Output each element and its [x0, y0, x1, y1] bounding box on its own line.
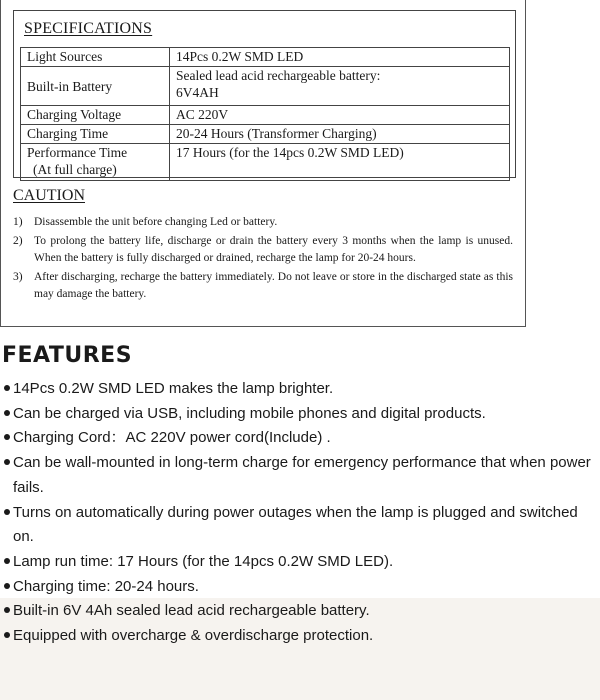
feature-text: Can be wall-mounted in long-term charge for emergency performance that when power fails. — [13, 454, 591, 496]
caution-item — [13, 214, 513, 232]
bullet-icon — [4, 550, 13, 575]
spec-value: AC 220V — [170, 106, 510, 125]
caution-item — [13, 269, 513, 304]
spec-row-charging-voltage — [21, 106, 510, 125]
specifications-title: SPECIFICATIONS — [24, 20, 153, 37]
spec-key: Built-in Battery — [21, 67, 170, 106]
spec-key-line: Performance Time — [27, 145, 128, 160]
caution-number: 1) — [13, 216, 23, 228]
spec-row-light-sources — [21, 48, 510, 67]
specifications-table — [20, 47, 510, 181]
feature-item — [4, 575, 594, 600]
feature-text: 14Pcs 0.2W SMD LED makes the lamp brighter. — [13, 380, 334, 397]
features-list — [4, 377, 594, 649]
feature-text: Can be charged via USB, including mobile phones and digital products. — [13, 404, 486, 422]
feature-item — [4, 599, 594, 624]
spec-key — [21, 144, 170, 181]
caution-list — [13, 214, 513, 305]
bullet-icon — [4, 501, 13, 550]
feature-item — [4, 624, 594, 649]
spec-row-battery — [21, 67, 510, 106]
spec-key: Light Sources — [21, 48, 170, 67]
bullet-icon — [4, 599, 13, 624]
feature-item — [4, 377, 594, 402]
feature-text: Turns on automatically during power outages when the lamp is plugged and switched on. — [13, 503, 578, 546]
spec-key: Charging Time — [21, 125, 170, 144]
bullet-icon — [4, 451, 13, 500]
spec-value-line: 6V4AH — [176, 85, 219, 100]
spec-key-line: (At full charge) — [33, 162, 117, 177]
spec-value — [170, 67, 510, 106]
feature-item — [4, 501, 594, 550]
spec-value: 17 Hours (for the 14pcs 0.2W SMD LED) — [170, 144, 510, 181]
feature-item — [4, 402, 594, 427]
spec-row-charging-time — [21, 125, 510, 144]
bullet-icon — [4, 377, 13, 402]
features-title: FEATURES — [2, 343, 133, 368]
caution-title: CAUTION — [13, 187, 85, 204]
bullet-icon — [4, 426, 13, 451]
caution-text: To prolong the battery life, discharge or drain the battery every 3 months when the lamp is unused. When the battery is fully discharged or drained, recharge the lamp for 20-24 hours. — [34, 234, 513, 264]
feature-text: Equipped with overcharge & overdischarge protection. — [13, 627, 374, 645]
feature-text: Built-in 6V 4Ah sealed lead acid rechargeable battery. — [13, 602, 370, 620]
caution-item — [13, 233, 513, 268]
feature-item — [4, 550, 594, 575]
caution-number: 2) — [13, 234, 23, 247]
bullet-icon — [4, 624, 13, 649]
feature-text: Charging time: 20-24 hours. — [13, 577, 199, 595]
spec-value: 14Pcs 0.2W SMD LED — [170, 48, 510, 67]
caution-text: After discharging, recharge the battery immediately. Do not leave or store in the discharged state as this may damage the battery. — [34, 270, 513, 300]
spec-row-performance-time — [21, 144, 510, 181]
spec-caution-panel — [0, 0, 526, 327]
bullet-icon — [4, 575, 13, 600]
caution-number: 3) — [13, 270, 23, 283]
spec-value: 20-24 Hours (Transformer Charging) — [170, 125, 510, 144]
caution-text: Disassemble the unit before changing Led or battery. — [34, 216, 278, 228]
spec-key: Charging Voltage — [21, 106, 170, 125]
bullet-icon — [4, 402, 13, 427]
feature-item — [4, 451, 594, 500]
feature-item — [4, 426, 594, 451]
feature-text: Lamp run time: 17 Hours (for the 14pcs 0.2W SMD LED). — [13, 552, 394, 570]
specifications-box — [13, 10, 516, 178]
spec-value-line: Sealed lead acid rechargeable battery: — [176, 68, 381, 83]
feature-text: Charging Cord：AC 220V power cord(Include) . — [13, 429, 331, 447]
